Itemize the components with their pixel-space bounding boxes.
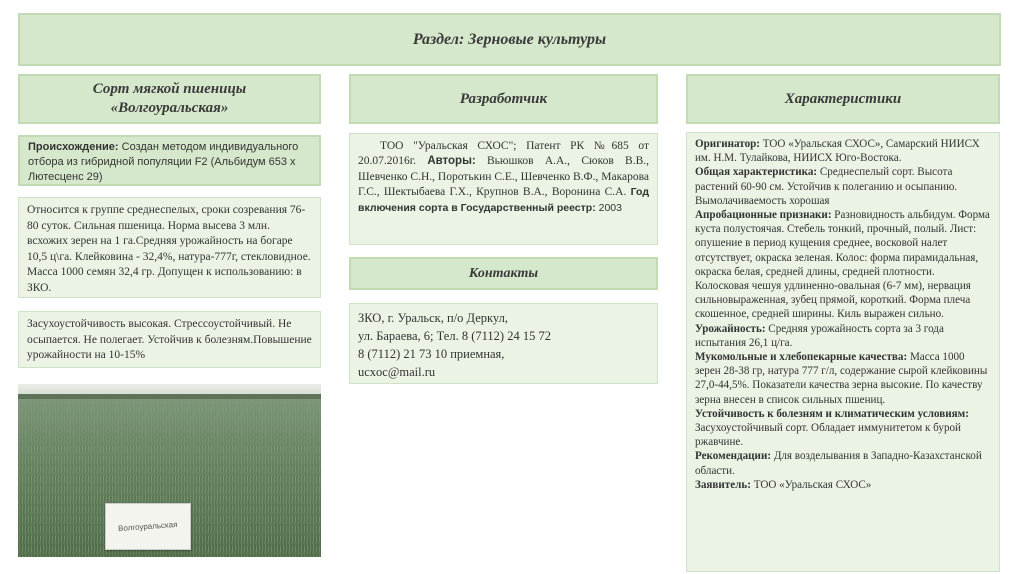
approbation-text: Разновидность альбидум. Форма куста полустоячая. Стебель тонкий, прочный, полый. Лист: опушение в период кущения среднее, восковой налет отсутствует, окраска зеленая. Колос: форма пирамидальная, окраска белая, средней длины, средней плотности. Колосковая чешуя удлиненно-овальная (6-7 мм), нервация сильновыраженная, зубец прямой, короткий. Форма плеча скошенное, средней ширины. Киль выражен сильно.	[695, 209, 990, 321]
origin-label: Происхождение:	[28, 141, 119, 153]
yield-label: Урожайность:	[695, 322, 766, 335]
general-label: Общая характеристика:	[695, 166, 818, 179]
origin-box	[18, 135, 321, 186]
developer-title: Разработчик	[459, 90, 548, 107]
contacts-title: Контакты	[468, 265, 539, 281]
wheat-field-photo	[18, 384, 321, 557]
description-box	[18, 197, 321, 298]
originator-label: Оригинатор:	[695, 138, 760, 150]
authors-label: Авторы:	[427, 155, 476, 168]
origin-text: Создан методом индивидуального отбора из гибридной популяции F2 (Альбидум 653 х Лютесценс 29)	[28, 141, 299, 183]
contacts-header	[349, 257, 658, 290]
registry-year-value: 2003	[595, 201, 622, 214]
disease-label: Устойчивость к болезням и климатическим условиям:	[695, 407, 969, 420]
milling-text: Масса 1000 зерен 28-38 гр, натура 777 г/л, содержание сырой клейковины 27,0-44,5%. Показатели качества зерна высокие. По качеству зерна внесен в список сильных пшениц.	[695, 351, 988, 406]
contacts-address: ЗКО, г. Уральск, п/о Деркул,	[358, 311, 508, 325]
approbation-label: Апробационные признаки:	[695, 209, 832, 222]
applicant-text: ТОО «Уральская СХОС»	[750, 478, 872, 491]
contacts-reception: 8 (7112) 21 73 10 приемная,	[358, 347, 505, 361]
section-banner	[18, 13, 1001, 66]
contacts-box	[349, 303, 658, 384]
developer-text: ТОО "Уральская СХОС"; Патент РК №685 от 20.07.2016г.	[358, 140, 649, 168]
authors-text: Вьюшков А.А., Сюков В.В., Шевченко С.Н., Поротькин С.Е., Шевченко В.Ф., Макарова Г.С., Шектыбаева Г.Х., Крупнов В.А., Воронина С.А.	[358, 155, 649, 199]
section-title: Раздел: Зерновые культуры	[412, 30, 607, 48]
resistance-box	[18, 311, 321, 368]
contacts-email[interactable]: ucxoc@mail.ru	[358, 365, 436, 379]
disease-text: Засухоустойчивый сорт. Обладает иммунитетом к бурой ржавчине.	[695, 422, 961, 449]
registry-year-label: Год включения сорта в Государственный реестр:	[358, 186, 649, 214]
general-text: Среднеспелый сорт. Высота растений 60-90 см. Устойчив к полеганию и осыпанию. Вымолачиваемость хорошая	[695, 166, 958, 207]
originator-text: ТОО «Уральская СХОС», Самарский НИИСХ им. Н.М. Тулайкова, НИИСХ Юго-Востока.	[695, 138, 980, 165]
variety-sign-text: Волгоуральская	[118, 519, 178, 534]
variety-title-line1: Сорт мягкой пшеницы	[92, 81, 247, 97]
variety-title-line2: «Волгоуральская»	[110, 100, 229, 116]
variety-sign	[105, 503, 191, 550]
characteristics-header	[686, 74, 1000, 124]
characteristics-title: Характеристики	[784, 90, 902, 107]
recommend-text: Для возделывания в Западно-Казахстанской области.	[695, 450, 982, 477]
resistance-text: Засухоустойчивость высокая. Стрессоустойчивый. Не осыпается. Не полегает. Устойчив к болезням.Повышение урожайности на 10-15%	[27, 318, 312, 362]
yield-text: Средняя урожайность сорта за 3 года испытания 26,1 ц/га.	[695, 322, 944, 349]
variety-title-box	[18, 74, 321, 124]
characteristics-box	[686, 132, 1000, 572]
applicant-label: Заявитель:	[695, 478, 751, 491]
developer-header	[349, 74, 658, 124]
contacts-street-phone: ул. Бараева, 6; Тел. 8 (7112) 24 15 72	[358, 329, 551, 343]
recommend-label: Рекомендации:	[695, 450, 772, 463]
description-text: Относится к группе среднеспелых, сроки созревания 76-80 суток. Сильная пшеница. Норма высева 3 млн. всхожих зерен на 1 га.Средняя урожайность на богаре 10,5 ц\га. Клейковина - 32,4%, натура-777г, стекловидное. Масса 1000 семян 32,4 гр. Допущен к использованию: в ЗКО.	[27, 204, 311, 294]
milling-label: Мукомольные и хлебопекарные качества:	[695, 351, 908, 364]
developer-box	[349, 133, 658, 245]
